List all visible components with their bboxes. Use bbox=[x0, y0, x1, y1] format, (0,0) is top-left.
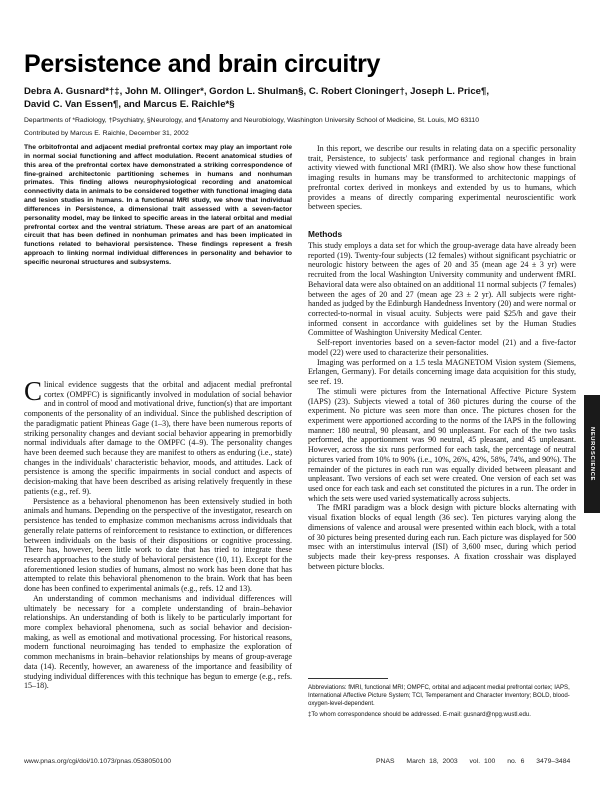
right-column bbox=[308, 144, 576, 671]
left-column bbox=[24, 144, 292, 770]
abstract: The orbitofrontal and adjacent medial prefrontal cortex may play an important role in normal social functioning and affect modulation. Recent anatomical studies of this area of the prefrontal cortex have demonstrated a striking correspondence of fine-grained architectonic partitioning schemes in humans and nonhuman primates. This finding allows neurophysiological recording and anatomical connectivity data in animals to be considered together with functional imaging data and lesion studies in humans. In a functional MRI study, we show that individual differences in Persistence, a dimensional trait assessed with a seven-factor personality model, may be linked to specific areas in the lateral orbital and medial prefrontal cortex and the ventral striatum. These areas are part of an anatomical circuit that has been defined in nonhuman primates and has been implicated in functions related to behavioral persistence. These findings represent a fresh approach to linking normal individual differences in personality and behavior to specific neuronal structures and subsystems. bbox=[24, 144, 292, 266]
drop-cap: C bbox=[24, 380, 43, 406]
side-tab-label: NEUROSCIENCE bbox=[589, 427, 595, 481]
methods-paragraph-2: Self-report inventories based on a seven-factor model (21) and a five-factor model (22) were used to characterize their personalities. bbox=[308, 338, 576, 357]
intro-continued bbox=[308, 144, 576, 226]
intro-paragraph-4: In this report, we describe our results in relating data on a specific personality trait, Persistence, to subjects' task performance and regional changes in brain activity viewed with functional MRI (fMRI). We also show how these functional imaging results in humans may be transformed to architectonic mappings of prefrontal cortex derived in monkeys and extended by us to humans, which provides a means of directly comparing experimental neuroscientific work between species. bbox=[308, 144, 576, 212]
section-side-tab bbox=[584, 395, 600, 513]
footnote-correspondence: ‡To whom correspondence should be addressed. E-mail: gusnard@npg.wustl.edu. bbox=[308, 710, 531, 718]
methods-paragraph-3: Imaging was performed on a 1.5 tesla MAGNETOM Vision system (Siemens, Erlangen, Germany). For details concerning image data acquisition for this study, see ref. 19. bbox=[308, 357, 576, 387]
footer-journal: PNAS bbox=[376, 758, 395, 765]
methods-paragraph-4: The stimuli were pictures from the International Affective Picture System (IAPS) (23). Subjects viewed a total of 360 pictures during the course of the experiment. No picture was seen more than once. The pictures chosen for the experiment were apportioned according to the norms of the IAPS in the following manner: 180 neutral, 90 pleasant, and 90 unpleasant. For each of the two tasks performed, the apportionment was 90 neutral, 45 pleasant, and 45 unpleasant. However, across the six runs performed for each task, the percentage of neutral pictures varied from 10% to 90% (i.e., 10%, 26%, 42%, 58%, 74%, and 90%). The remainder of the pictures in each run was equally divided between pleasant and unpleasant. Two versions of each set were created. One version of each set was used once for each task and each set constituted the pictures in a run. The order in which the sets were used varied systematically across subjects. bbox=[308, 386, 576, 503]
footnotes bbox=[308, 684, 576, 721]
footer-date: March 18, 2003 bbox=[406, 758, 458, 765]
methods-section bbox=[308, 241, 576, 671]
journal-footer bbox=[376, 758, 578, 765]
intro-paragraph-3: An understanding of common mechanisms and individual differences will ultimately be necessary for a complete understanding of brain–behavior relationships. An understanding of both is likely to be particularly important for more complex behavioral phenomena, such as social behavior and decision-making, as well as emotional and motivational processing. For historical reasons, modern functional neuroimaging has tended to emphasize the exploration of common mechanisms in brain–behavior relationships by means of group-average data (14). Recently, however, an awareness of the importance and feasibility of studying individual differences with this technique has begun to emerge (e.g., refs. 15–18). bbox=[24, 593, 292, 691]
footnote-rule bbox=[308, 678, 388, 679]
footer-pages: 3479–3484 bbox=[536, 758, 571, 765]
footer-volume: vol. 100 bbox=[469, 758, 496, 765]
intro-paragraph-1 bbox=[24, 380, 292, 497]
contributed-line: Contributed by Marcus E. Raichle, December 31, 2002 bbox=[24, 130, 189, 137]
affiliations: Departments of *Radiology, †Psychiatry, §Neurology, and ¶Anatomy and Neurobiology, Washington University School of Medicine, St. Louis, MO 63110 bbox=[24, 117, 479, 124]
footnote-abbreviations: Abbreviations: fMRI, functional MRI; OMPFC, orbital and adjacent medial prefrontal cortex; IAPS, International Affective Picture System; TCI, Temperament and Character Inventory; BOLD, blood-oxygen-level-dependent. bbox=[308, 684, 570, 708]
footer-number: no. 6 bbox=[507, 758, 525, 765]
methods-heading: Methods bbox=[308, 229, 343, 239]
author-list: Debra A. Gusnard*†‡, John M. Ollinger*, Gordon L. Shulman§, C. Robert Cloninger†, Joseph L. Price¶, David C. Van Essen¶, and Marcus E. Raichle*§ bbox=[24, 86, 490, 110]
methods-paragraph-1: This study employs a data set for which the group-average data have already been reported (19). Twenty-four subjects (12 females) without significant psychiatric or neurologic history between the ages of 20 and 35 (mean age 24 ± 3 yr) were recruited from the local Washington University community and underwent fMRI. Behavioral data were also obtained on an additional 11 normal subjects (7 females) between the ages of 20 and 27 (mean age 23 ± 2 yr). All subjects were right-handed as judged by the Edinburgh Handedness Inventory (20) and were normal or corrected-to-normal in visual acuity. Subjects were paid $25/h and gave their informed consent in accordance with guidelines set by the Human Studies Committee of Washington University Medical Center. bbox=[308, 241, 576, 338]
doi-footer[interactable]: www.pnas.org/cgi/doi/10.1073/pnas.0538050100 bbox=[24, 758, 171, 765]
intro-paragraph-1-text: linical evidence suggests that the orbital and adjacent medial prefrontal cortex (OMPFC) is significantly involved in modulation of social behavior and in control of mood and motivational drive, function(s) that are important components of the personality of an individual. Since the published description of the paradigmatic patient Phineas Gage (1–3), there have been numerous reports of striking personality changes and deviant social behavior appearing in premorbidly normal individuals after damage to the OMPFC (4–9). The personality changes have been deemed such because they are manifest to others as enduring (i.e., state) changes in the individuals' characteristic behavior, moods, and attitudes. Lack of persistence is among the specific impairments in social conduct and aspects of decision-making that have been described as arising relatively frequently in these patients (e.g., ref. 9). bbox=[24, 380, 292, 496]
intro-paragraph-2: Persistence as a behavioral phenomenon has been extensively studied in both animals and humans. Depending on the perspective of the investigator, research on persistence has tended to emphasize common mechanisms across individuals that generally relate patterns of reinforcement to resistance to extinction, or differences between individuals on the basis of their dispositions or cognitive processing. There has, however, been little work to date that has tried to integrate these research approaches to the study of behavioral persistence (10, 11). Except for the aforementioned lesion studies of humans, almost no work has been done that has attempted to relate this behavioral phenomenon to the brain. Work that has been done has been confined to experimental animals (e.g., refs. 12 and 13). bbox=[24, 496, 292, 594]
methods-paragraph-5: The fMRI paradigm was a block design with picture blocks alternating with visual fixation blocks of equal length (36 sec). Ten pictures varying along the dimensions of valence and arousal were presented within each block, with a total of 30 pictures being presented during each run. Each picture was displayed for 500 msec with an interstimulus interval (ISI) of 3,600 msec, during which period subjects made their key-press responses. A fixation crosshair was displayed between picture blocks. bbox=[308, 503, 576, 571]
paper-title: Persistence and brain circuitry bbox=[24, 50, 381, 78]
introduction bbox=[24, 380, 292, 770]
